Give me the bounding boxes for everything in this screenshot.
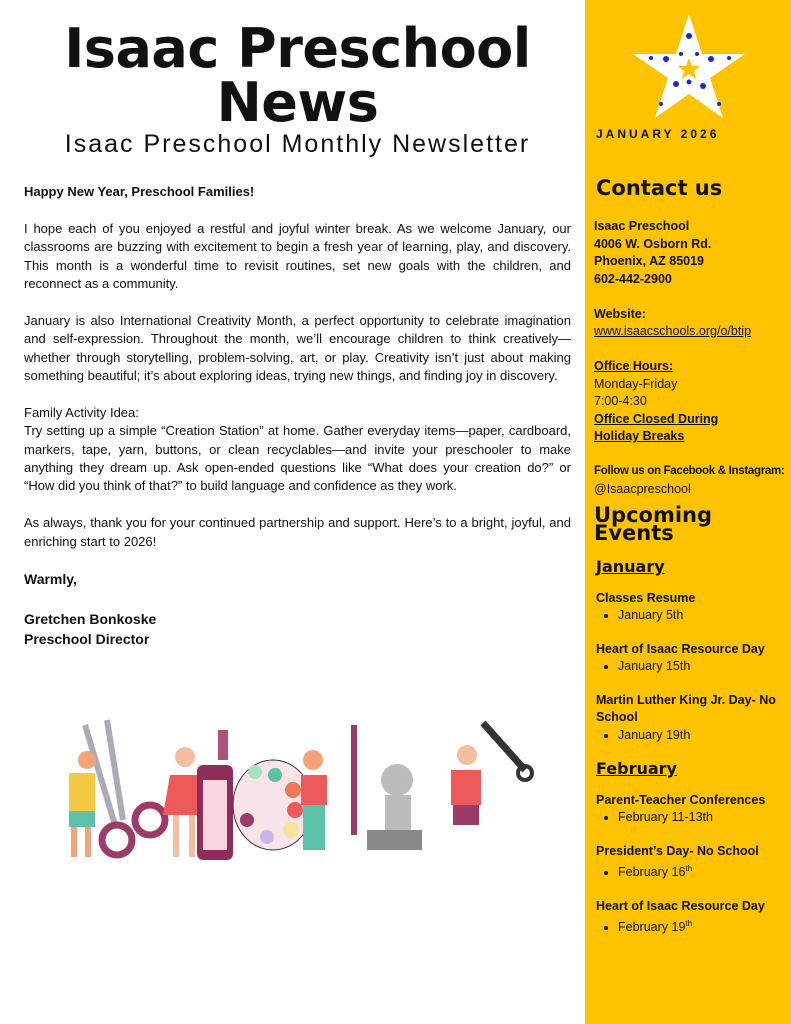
address-line: Isaac Preschool bbox=[594, 219, 690, 233]
kids-art-illustration bbox=[55, 715, 535, 875]
event-date-text: January 15th bbox=[618, 659, 691, 673]
issue-date: JANUARY 2026 bbox=[596, 127, 720, 141]
event-title: Parent-Teacher Conferences bbox=[596, 792, 766, 807]
hours-time: 7:00-4:30 bbox=[594, 394, 647, 408]
event-date bbox=[618, 658, 789, 676]
newsletter-subtitle: Isaac Preschool Monthly Newsletter bbox=[64, 130, 531, 158]
activity-label: Family Activity Idea: bbox=[24, 404, 139, 420]
paintbrush-icon bbox=[351, 725, 357, 835]
paragraph: January is also International Creativity Month, a perfect opportunity to celebrate imagination and self-expression. Throughout the month, we’ll encourage children to think creatively—whether through storytelling, problem-solving, art, or play. Creativity isn’t just about making something beautiful; it’s about exploring ideas, trying new things, and finding joy in discovery. bbox=[24, 312, 571, 384]
hours-label: Office Hours: bbox=[594, 359, 674, 373]
event-item bbox=[594, 898, 789, 937]
event-date bbox=[618, 915, 789, 937]
month-heading: February bbox=[596, 759, 677, 778]
title-line-1: Isaac Preschool bbox=[64, 17, 531, 80]
month-heading: January bbox=[596, 557, 665, 576]
wrench-icon bbox=[483, 723, 532, 780]
scissors-icon bbox=[85, 720, 165, 855]
events-heading: Upcoming Events bbox=[594, 503, 713, 545]
event-date bbox=[618, 727, 789, 745]
event-date-text: January 5th bbox=[618, 608, 684, 622]
social-label: Follow us on Facebook & Instagram: bbox=[594, 465, 785, 477]
date-suffix: th bbox=[685, 919, 693, 929]
event-item bbox=[594, 792, 789, 827]
signer-name: Gretchen Bonkoske bbox=[24, 611, 157, 628]
child-figure bbox=[451, 745, 481, 825]
newsletter-title bbox=[24, 17, 571, 134]
event-date-text: February 16 bbox=[618, 865, 686, 880]
event-title: Heart of Isaac Resource Day bbox=[596, 641, 765, 656]
closed-note: Holiday Breaks bbox=[594, 429, 685, 443]
sidebar bbox=[585, 0, 791, 1024]
social-handle: @Isaacpreschool bbox=[594, 481, 691, 496]
signer-role: Preschool Director bbox=[24, 631, 150, 648]
newsletter-main bbox=[24, 0, 571, 649]
letter-body bbox=[24, 183, 571, 649]
event-date-text: February 19 bbox=[618, 920, 686, 935]
paragraph: Try setting up a simple “Creation Station” at home. Gather everyday items—paper, cardboard, markers, tape, yarn, buttons, or clean recyclables—and invite your preschooler to make anything they dream up. Ask open-ended questions like “What does your creation do?” or “How did you think of that?” to build language and confidence as they work. bbox=[24, 423, 571, 494]
event-date bbox=[618, 607, 789, 625]
title-line-2: News bbox=[216, 71, 379, 134]
event-title: Classes Resume bbox=[596, 590, 696, 605]
events-list bbox=[594, 558, 789, 937]
glue-bottle-icon bbox=[197, 730, 233, 860]
closed-note: Office Closed During bbox=[594, 411, 719, 426]
event-date bbox=[618, 809, 789, 827]
phone: 602-442-2900 bbox=[594, 271, 672, 286]
address-line: Phoenix, AZ 85019 bbox=[594, 254, 704, 268]
event-title: Martin Luther King Jr. Day- No School bbox=[596, 692, 776, 724]
website-link[interactable]: www.isaacschools.org/o/btip bbox=[594, 324, 752, 338]
event-item bbox=[594, 843, 789, 882]
paragraph: As always, thank you for your continued partnership and support. Here’s to a bright, joyful, and enriching start to 2026! bbox=[24, 515, 571, 549]
robot-icon bbox=[367, 764, 422, 850]
child-figure bbox=[301, 750, 327, 850]
event-date-text: January 19th bbox=[618, 727, 691, 742]
event-item bbox=[594, 641, 789, 676]
star-logo-icon bbox=[631, 14, 747, 118]
event-title: Heart of Isaac Resource Day bbox=[596, 898, 765, 913]
event-item bbox=[594, 692, 789, 745]
event-date-text: February 11-13th bbox=[618, 810, 713, 824]
website-label: Website: bbox=[594, 306, 646, 321]
hours-days: Monday-Friday bbox=[594, 376, 678, 391]
contact-heading: Contact us bbox=[596, 176, 723, 200]
paragraph: I hope each of you enjoyed a restful and joyful winter break. As we welcome January, our classrooms are buzzing with excitement to begin a fresh year of learning, play, and discovery. This month is a wonderful time to revisit routines, set new goals with the children, and reconnect as a community. bbox=[24, 220, 571, 292]
child-figure bbox=[69, 751, 96, 857]
date-suffix: th bbox=[685, 864, 693, 873]
address-line: 4006 W. Osborn Rd. bbox=[594, 236, 712, 251]
event-title: President’s Day- No School bbox=[596, 843, 759, 858]
greeting: Happy New Year, Preschool Families! bbox=[24, 184, 255, 199]
event-date bbox=[618, 860, 789, 882]
closing: Warmly, bbox=[24, 571, 77, 588]
event-item bbox=[594, 590, 789, 625]
